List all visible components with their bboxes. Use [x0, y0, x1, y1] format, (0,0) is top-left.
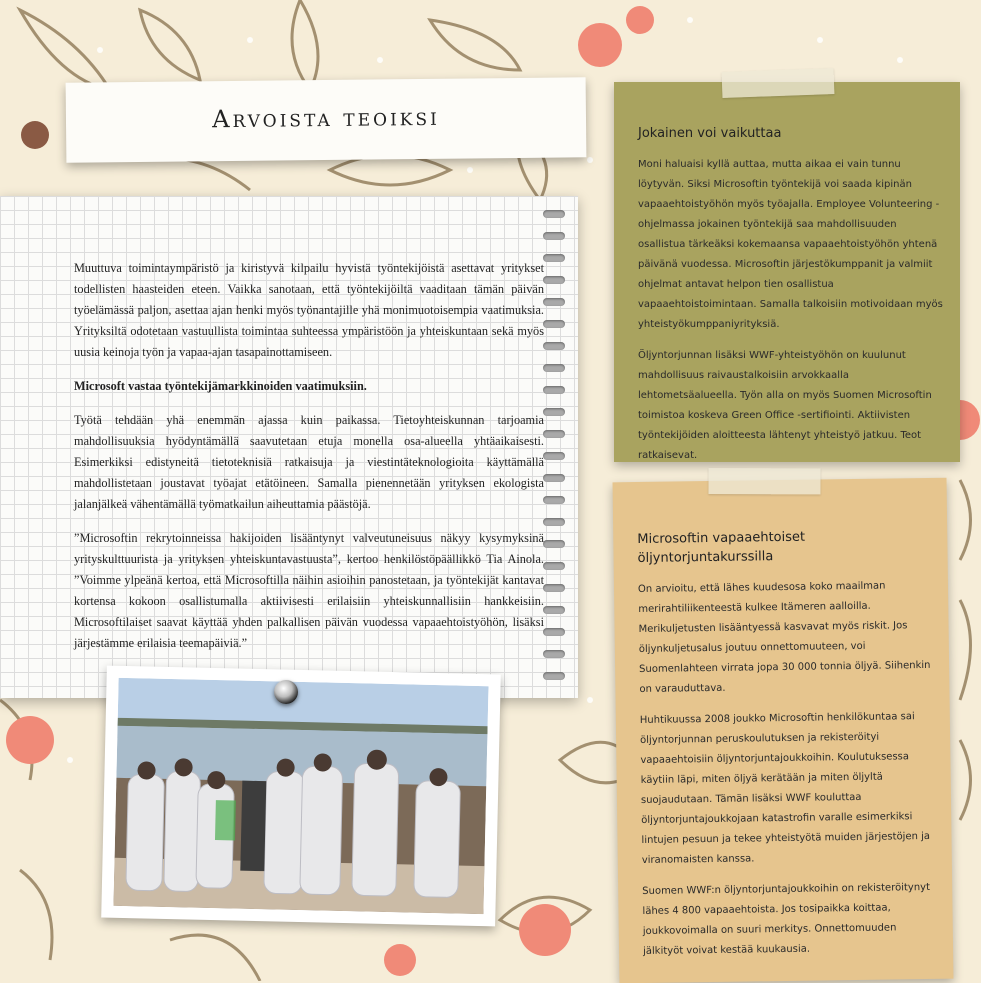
spiral-holes [540, 210, 568, 680]
article-paragraph: Muuttuva toimintaympäristö ja kiristyvä kilpailu hyvistä työntekijöistä asettavat yritykset todellisten haasteiden eteen. Vaikka sanotaan, että työntekijöiltä vaaditaan tämän päivän työelämässä paljon, asettaa ajan henki myös työnantajille yhä monimuotoisempia vaatimuksia. Yrityksiltä odotetaan vastuullista toimintaa suhteessa ympäristöön ja yhteiskuntaan sekä myös uusia keinoja työn ja vapaa-ajan tasapainottamiseen. [74, 261, 544, 359]
note-paragraph: On arvioitu, että lähes kuudesosa koko maailman merirahtiliikenteestä kulkee Itämeren aalloilla. Merikuljetusten lisääntyessä kasvavat myös riskit. Jos öljynkuljetusalus joutuu onnettomuuteen, voi Suomenlahteen virrata jopa 30 000 tonnia öljyä. Siihenkin on varauduttava. [637, 580, 931, 696]
page-title: Arvoista teoiksi [212, 102, 440, 134]
note-paragraph: Huhtikuussa 2008 joukko Microsoftin henkilökuntaa sai öljyntorjunnan peruskoulutuksen ja rekisteröityi vapaaehtoisiin öljyntorjuntajoukkoihin. Koulutuksessa käytiin läpi, miten öljyä kerätään ja miten öljyltä suojaudutaan. Tämän lisäksi WWF kouluttaa öljyntorjuntajoukkojaan katastrofin varalle esimerkiksi lintujen pesuun ja tekee yhteistyötä muiden järjestöjen ja viranomaisten kanssa. [639, 711, 931, 866]
article-body [74, 258, 544, 667]
article-paragraph: ”Microsoftin rekrytoinneissa hakijoiden lisääntynyt valveutuneisuus näkyy kysymyksinä yrityskulttuurista ja yrityksen yhteiskuntavastuusta”, kertoo henkilöstöpäällikkö Tia Ainola. ”Voimme ylpeänä kertoa, että Microsoftilla näihin asioihin panostetaan, ja työntekijät kantavat kortensa kokoon osallistumalla aktiivisesti erilaisiin yhteiskunnallisiin hankkeisiin. Microsoftilaiset saavat käyttää yhden palkallisen päivän vuodessa vapaaehtoistyöhön, lisäksi järjestämme erilaisia teemapäiviä.” [74, 531, 544, 650]
tape-strip [708, 468, 820, 494]
grid-paper-article [0, 196, 578, 698]
note-paragraph: Öljyntorjunnan lisäksi WWF-yhteistyöhön on kuulunut mahdollisuus raivaustalkoisiin arvokkaalla lehtometsäalueella. Työn alla on myös Suomen Microsoftin toimistoa koskeva Green Office -sertifiointi. Aktiivisten työntekijöiden aloitteesta lähtenyt yhteistyö jatkuu. Teot ratkaisevat. [638, 350, 932, 461]
push-pin-icon [274, 680, 298, 704]
title-card [66, 77, 587, 162]
note-paragraph: Suomen WWF:n öljyntorjuntajoukkoihin on rekisteröitynyt lähes 4 800 vapaaehtoista. Jos tosipaikka koittaa, joukkovoimalla on suuri merkitys. Onnettomuuden jälkityöt voivat kestää kuukausia. [642, 881, 931, 957]
volunteers-photo [113, 678, 488, 914]
note-heading: Jokainen voi vaikuttaa [638, 126, 782, 141]
photo-frame [101, 666, 501, 927]
info-note-oil-spill-course [613, 478, 954, 983]
article-paragraph: Työtä tehdään yhä enemmän ajassa kuin paikassa. Tietoyhteiskunnan tarjoamia mahdollisuuksia hyödyntämällä saavutetaan etuja monella osa-alueella yhtäaikaisesti. Esimerkiksi edistyneitä tietoteknisiä ratkaisuja ja viestintäteknologioita käyttämällä mahdollistetaan joustavat työajat etätöineen. Samalla pienennetään yrityksen ekologista jalanjälkeä vähentämällä työmatkailun aiheuttamia päästöjä. [74, 413, 544, 511]
article-subheading: Microsoft vastaa työntekijämarkkinoiden vaatimuksiin. [74, 379, 367, 393]
info-note-volunteering [614, 82, 960, 462]
note-heading: Microsoftin vapaaehtoiset öljyntorjuntakurssilla [637, 529, 806, 567]
note-paragraph: Moni haluaisi kyllä auttaa, mutta aikaa ei vain tunnu löytyvän. Siksi Microsoftin työntekijä voi saada kipinän vapaaehtoistyöhön myös työajalla. Employee Volunteering -ohjelmassa jokainen työntekijä saa mahdollisuuden osallistua tärkeäksi kokemaansa vapaaehtoistyöhön yhtenä päivänä vuodessa. Microsoftin järjestökumppanit ja valmiit ohjelmat antavat helpon tien osallistua vapaaehtoistoimintaan. Samalla talkoisiin motivoidaan myös yhteistyökumppaniyrityksiä. [638, 159, 943, 330]
tape-strip [722, 68, 835, 98]
